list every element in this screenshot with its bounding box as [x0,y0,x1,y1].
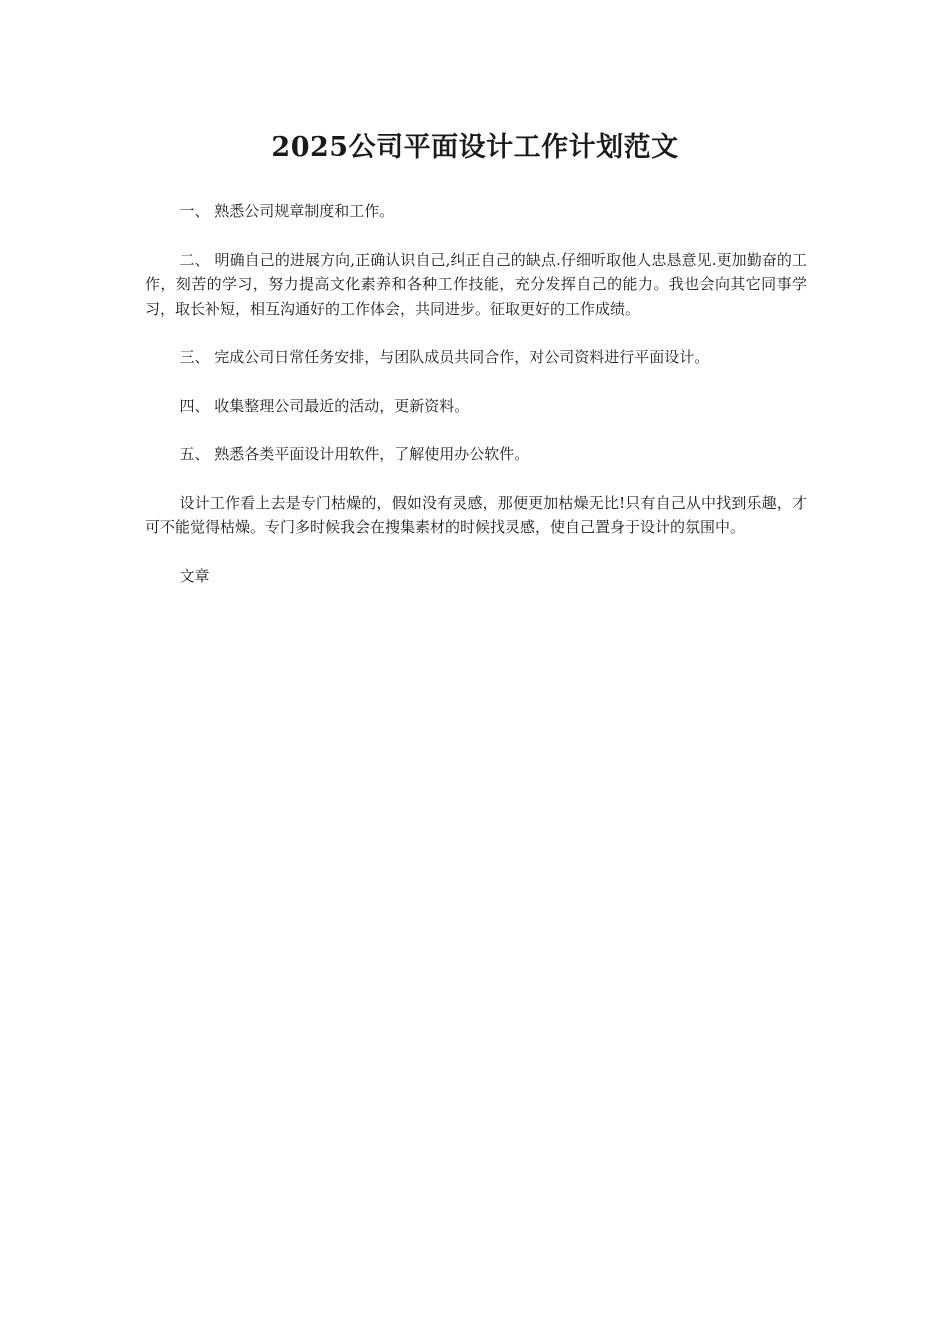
paragraph-2: 二、 明确自己的进展方向,正确认识自己,纠正自己的缺点.仔细听取他人忠恳意见.更加勤奋的工作，刻苦的学习，努力提高文化素养和各种工作技能，充分发挥自己的能力。我也会向其它同事学习，取长补短，相互沟通好的工作体会，共同进步。征取更好的工作成绩。 [145,250,807,318]
document-body [145,199,807,612]
paragraph-4: 四、 收集整理公司最近的活动，更新资料。 [179,396,470,415]
paragraph-5: 五、 熟悉各类平面设计用软件，了解使用办公软件。 [179,445,530,463]
paragraph-7: 文章 [179,566,210,585]
document-title: 2025公司平面设计工作计划范文 [271,132,679,163]
paragraph-1: 一、 熟悉公司规章制度和工作。 [179,202,395,220]
paragraph-3: 三、 完成公司日常任务安排，与团队成员共同合作，对公司资料进行平面设计。 [179,348,710,366]
paragraph-6: 设计工作看上去是专门枯燥的，假如没有灵感，那便更加枯燥无比!只有自己从中找到乐趣，才可不能觉得枯燥。专门多时候我会在搜集素材的时候找灵感，使自己置身于设计的氛围中。 [145,493,807,536]
